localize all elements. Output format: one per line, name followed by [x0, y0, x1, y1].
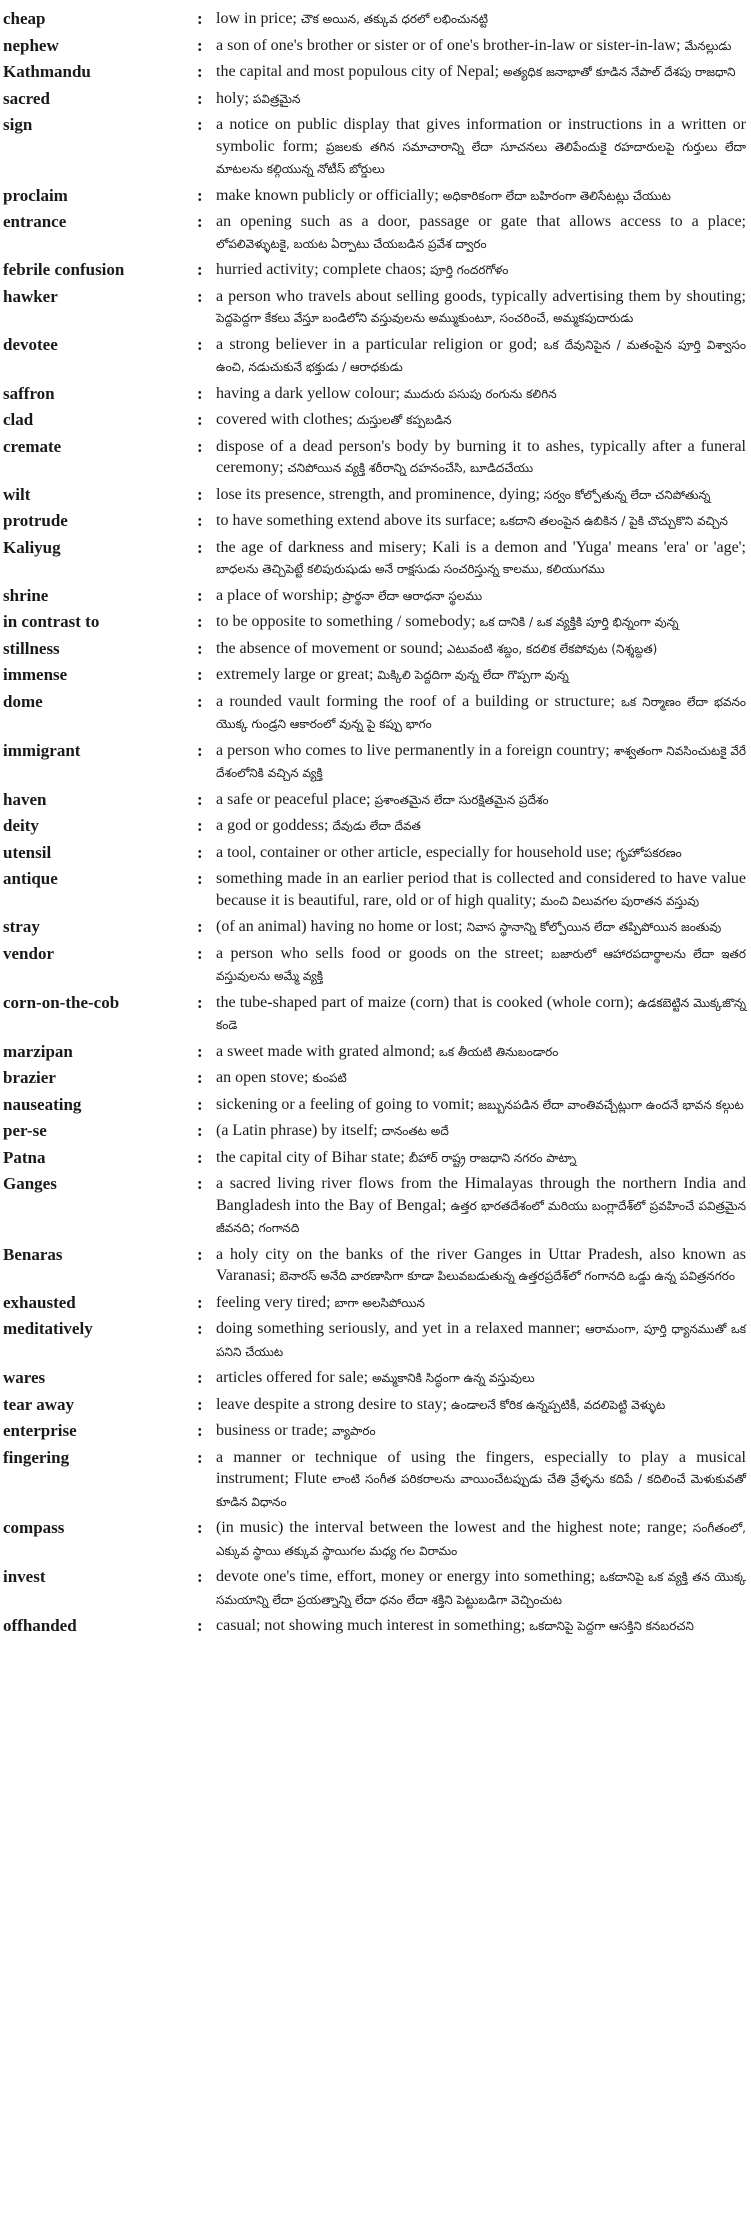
- glossary-entry: [0, 1067, 751, 1090]
- glossary-term: corn-on-the-cob: [3, 992, 120, 1012]
- glossary-entry: [0, 1244, 751, 1288]
- glossary-definition: a notice on public display that gives information or instructions in a written or symbolic form; ప్రజలకు తగిన సమాచారాన్ని లేదా సూచనలు తెలిపేందుకై రహదారులపై గుర్తులు లేదా మాటలను కల్గియున్న నోటీస్ బోర్డులు: [216, 116, 746, 176]
- glossary-term: Kathmandu: [3, 62, 91, 81]
- term-separator: :: [197, 484, 203, 504]
- glossary-term: marzipan: [3, 1041, 73, 1061]
- glossary-definition: a strong believer in a particular religion or god; ఒక దేవునిపైన / మతంపైన పూర్తి విశ్వాసం ఉంచి, నడుచుకునే భక్తుడు / ఆరాధకుడు: [216, 335, 746, 374]
- term-separator: :: [197, 1368, 203, 1387]
- glossary-term: proclaim: [3, 185, 68, 205]
- glossary-term: immigrant: [3, 740, 81, 760]
- glossary-definition: to be opposite to something / somebody; ఒక దానికి / ఒక వ్యక్తికి పూర్తి భిన్నంగా వున్న: [216, 613, 679, 630]
- glossary-entry: [0, 334, 751, 379]
- glossary-term: Benaras: [3, 1244, 63, 1264]
- glossary-entry: [0, 1517, 751, 1562]
- glossary-term: nauseating: [3, 1094, 82, 1114]
- glossary-term: dome: [3, 691, 43, 711]
- term-separator: :: [197, 35, 203, 55]
- term-separator: :: [197, 1121, 203, 1140]
- glossary-term: antique: [3, 869, 58, 888]
- glossary-definition: the absence of movement or sound; ఎటువంటి శబ్దం, కదలిక లేకపోవుట (నిశ్శబ్దత): [216, 639, 658, 657]
- glossary-definition: a god or goddess; దేవుడు లేదా దేవత: [216, 817, 421, 834]
- glossary-entry: [0, 211, 751, 255]
- glossary-definition: doing something seriously, and yet in a relaxed manner; ఆరామంగా, పూర్తి ధ్యానముతో ఒక పనిని చేయుట: [216, 1320, 746, 1359]
- term-separator: :: [197, 511, 203, 530]
- glossary-definition: the age of darkness and misery; Kali is a demon and 'Yuga' means 'era' or 'age'; బాధలను తెచ్చిపెట్టే కలిపురుషుడు అనే రాక్షసుడు సంచరిస్తున్న కాలము, కలియుగము: [216, 538, 746, 576]
- glossary-term: protrude: [3, 511, 68, 530]
- glossary-definition: devote one's time, effort, money or energy into something; ఒకదానిపై ఒక వ్యక్తి తన యొక్క సమయాన్ని లేదా ప్రయత్నాన్ని లేదా ధనం లేదా శక్తిని పెట్టుబడిగా వెచ్చించుట: [216, 1568, 746, 1607]
- glossary-entry: [0, 789, 751, 812]
- glossary-definition: an open stove; కుంపటి: [216, 1069, 347, 1086]
- glossary-entry: [0, 664, 751, 687]
- term-separator: :: [197, 943, 203, 963]
- glossary-entry: [0, 1094, 751, 1117]
- glossary-entry: [0, 740, 751, 785]
- glossary-entry: [0, 1292, 751, 1315]
- glossary-term: Patna: [3, 1147, 46, 1167]
- term-separator: :: [197, 665, 203, 684]
- glossary-entry: [0, 1318, 751, 1363]
- glossary-term: haven: [3, 789, 47, 809]
- term-separator: :: [197, 1174, 203, 1193]
- term-separator: :: [197, 212, 203, 231]
- term-separator: :: [197, 612, 203, 631]
- glossary-entry: [0, 1615, 751, 1638]
- glossary-list: [0, 8, 751, 1642]
- glossary-entry: [0, 992, 751, 1037]
- glossary-definition: the capital and most populous city of Nepal; అత్యధిక జనాభాతో కూడిన నేపాల్ దేశపు రాజధాని: [216, 63, 736, 80]
- glossary-definition: make known publicly or officially; అధికారికంగా లేదా బహిరంగా తెలిసేటట్లు చేయుట: [216, 186, 671, 204]
- term-separator: :: [197, 115, 203, 134]
- glossary-definition: leave despite a strong desire to stay; ఉండాలనే కోరిక ఉన్నప్పటికీ, వదలిపెట్టి వెళ్ళుట: [216, 1395, 666, 1413]
- term-separator: :: [197, 185, 203, 205]
- glossary-entry: [0, 691, 751, 736]
- term-separator: :: [197, 1447, 203, 1467]
- glossary-entry: [0, 1173, 751, 1240]
- glossary-definition: a person who comes to live permanently in a foreign country; శాశ్వతంగా నివసించుటకై వేరే దేశంలోనికి వచ్చిన వ్యక్తి: [216, 741, 746, 780]
- term-separator: :: [197, 1244, 203, 1264]
- glossary-entry: [0, 943, 751, 988]
- glossary-definition: lose its presence, strength, and prominence, dying; సర్వం కోల్పోతున్న లేదా చనిపోతున్న: [216, 485, 711, 503]
- glossary-term: brazier: [3, 1068, 56, 1087]
- glossary-term: sacred: [3, 88, 50, 108]
- glossary-entry: [0, 815, 751, 838]
- glossary-term: Kaliyug: [3, 537, 61, 557]
- glossary-term: shrine: [3, 585, 49, 605]
- term-separator: :: [197, 816, 203, 835]
- glossary-entry: [0, 185, 751, 208]
- glossary-entry: [0, 1420, 751, 1443]
- term-separator: :: [197, 1394, 203, 1414]
- term-separator: :: [197, 383, 203, 403]
- glossary-entry: [0, 868, 751, 912]
- glossary-definition: hurried activity; complete chaos; పూర్తి గందరగోళం: [216, 261, 509, 278]
- glossary-entry: [0, 842, 751, 865]
- term-separator: :: [197, 1421, 203, 1440]
- glossary-term: offhanded: [3, 1616, 77, 1635]
- term-separator: :: [197, 1616, 203, 1635]
- glossary-term: nephew: [3, 35, 59, 55]
- term-separator: :: [197, 9, 203, 28]
- glossary-entry: [0, 537, 751, 581]
- glossary-definition: the tube-shaped part of maize (corn) that is cooked (whole corn); ఉడకబెట్టిన మొక్కజొన్న కండె: [216, 993, 746, 1032]
- term-separator: :: [197, 1041, 203, 1061]
- glossary-term: cremate: [3, 436, 62, 456]
- glossary-definition: sickening or a feeling of going to vomit; జబ్బునపడిన లేదా వాంతివచ్చేట్లుగా ఉందనే భావన కల్గుట: [216, 1095, 744, 1113]
- glossary-definition: a person who sells food or goods on the street; బజారులో ఆహారపదార్థాలను లేదా ఇతర వస్తువులను అమ్మే వ్యక్తి: [216, 944, 747, 983]
- glossary-definition: extremely large or great; మిక్కిలి పెద్దదిగా వున్న లేదా గొప్పగా వున్న: [216, 666, 569, 683]
- term-separator: :: [197, 1319, 203, 1338]
- term-separator: :: [197, 436, 203, 456]
- glossary-term: tear away: [3, 1394, 74, 1414]
- term-separator: :: [197, 334, 203, 354]
- glossary-definition: a sacred living river flows from the Himalayas through the northern India and Bangladesh into the Bay of Bengal; ఉత్తర భారతదేశంలో మరియు బంగ్లాదేశ్‌లో ప్రవహించే పవిత్రమైన జీవనది; గంగానది: [216, 1175, 746, 1236]
- glossary-definition: a tool, container or other article, especially for household use; గృహోపకరణం: [216, 843, 682, 861]
- term-separator: :: [197, 585, 203, 605]
- term-separator: :: [197, 1518, 203, 1537]
- glossary-entry: [0, 8, 751, 31]
- glossary-term: fingering: [3, 1447, 70, 1467]
- glossary-term: sign: [3, 115, 33, 134]
- glossary-term: febrile confusion: [3, 260, 125, 279]
- glossary-definition: the capital city of Bihar state; బీహార్ రాష్ట్ర రాజధాని నగరం పాట్నా: [216, 1148, 577, 1166]
- glossary-definition: (in music) the interval between the lowest and the highest note; range; సంగీతంలో, ఎక్కువ స్థాయి తక్కువ స్థాయిగల మధ్య గల విరామం: [216, 1519, 746, 1558]
- glossary-definition: (a Latin phrase) by itself; దానంతట అదే: [216, 1122, 449, 1139]
- glossary-definition: a holy city on the banks of the river Ganges in Uttar Pradesh, also known as Varanasi; బెనారస్ అనేది వారణాసిగా కూడా పిలువబడుతున్న ఉత్తరప్రదేశ్‌లో గంగానది ఒడ్డు ఉన్న పవిత్రనగరం: [216, 1245, 746, 1284]
- glossary-entry: [0, 259, 751, 282]
- glossary-definition: a son of one's brother or sister or of one's brother-in-law or sister-in-law; మేనల్లుడు: [216, 36, 732, 54]
- term-separator: :: [197, 410, 203, 429]
- term-separator: :: [197, 842, 203, 862]
- glossary-term: deity: [3, 816, 39, 835]
- glossary-term: stray: [3, 917, 40, 936]
- glossary-definition: a safe or peaceful place; ప్రశాంతమైన లేదా సురక్షితమైన ప్రదేశం: [216, 790, 549, 808]
- glossary-entry: [0, 436, 751, 480]
- glossary-term: compass: [3, 1518, 65, 1537]
- term-separator: :: [197, 638, 203, 658]
- glossary-entry: [0, 409, 751, 432]
- glossary-entry: [0, 1367, 751, 1390]
- glossary-entry: [0, 484, 751, 507]
- term-separator: :: [197, 1292, 203, 1312]
- glossary-term: hawker: [3, 286, 58, 306]
- term-separator: :: [197, 691, 203, 711]
- glossary-definition: a manner or technique of using the fingers, especially to play a musical instrument; Flute లాంటి సంగీత పరికరాలను వాయించేటప్పుడు చేతి వ్రేళ్ళను కదిపే / కదిలించే మెళుకువతో కూడిన విధానం: [216, 1448, 746, 1509]
- glossary-definition: a place of worship; ప్రార్థనా లేదా ఆరాధనా స్థలము: [216, 586, 483, 604]
- glossary-definition: casual; not showing much interest in something; ఒకదానిపై పెద్దగా ఆసక్తిని కనబరచని: [216, 1617, 694, 1634]
- glossary-term: utensil: [3, 842, 52, 862]
- glossary-term: devotee: [3, 334, 58, 354]
- glossary-definition: (of an animal) having no home or lost; నివాస స్థానాన్ని కోల్పోయిన లేదా తప్పిపోయిన జంతువు: [216, 918, 722, 935]
- term-separator: :: [197, 1068, 203, 1087]
- term-separator: :: [197, 1147, 203, 1167]
- term-separator: :: [197, 869, 203, 888]
- term-separator: :: [197, 1094, 203, 1114]
- glossary-entry: [0, 1447, 751, 1514]
- term-separator: :: [197, 992, 203, 1012]
- glossary-entry: [0, 1147, 751, 1170]
- glossary-term: wilt: [3, 484, 31, 504]
- term-separator: :: [197, 1567, 203, 1586]
- glossary-entry: [0, 510, 751, 533]
- glossary-definition: articles offered for sale; అమ్మకానికి సిద్ధంగా ఉన్న వస్తువులు: [216, 1369, 535, 1386]
- glossary-term: enterprise: [3, 1421, 77, 1440]
- term-separator: :: [197, 740, 203, 760]
- glossary-term: stillness: [3, 638, 60, 658]
- glossary-entry: [0, 1120, 751, 1143]
- glossary-entry: [0, 611, 751, 634]
- term-separator: :: [197, 88, 203, 108]
- glossary-term: cheap: [3, 9, 46, 28]
- glossary-entry: [0, 916, 751, 939]
- glossary-definition: an opening such as a door, passage or gate that allows access to a place; లోపలివెళ్ళుటకై, బయట ఏర్పాటు చేయబడిన ప్రవేశ ద్వారం: [216, 213, 746, 251]
- glossary-definition: a sweet made with grated almond; ఒక తీయటి తినుబండారం: [216, 1042, 559, 1060]
- glossary-entry: [0, 1566, 751, 1611]
- glossary-definition: a person who travels about selling goods, typically advertising them by shouting; పెద్దపెద్దగా కేకలు వేస్తూ బండిలోని వస్తువులను అమ్ముకుంటూ, సంచరించే, అమ్మకపుదారుడు: [216, 287, 746, 325]
- glossary-definition: to have something extend above its surface; ఒకదాని తలంపైన ఉబికిన / పైకి చొచ్చుకొని వచ్చిన: [216, 512, 728, 529]
- glossary-term: meditatively: [3, 1319, 93, 1338]
- glossary-term: entrance: [3, 212, 67, 231]
- glossary-definition: dispose of a dead person's body by burning it to ashes, typically after a funeral ceremony; చనిపోయిన వ్యక్తి శరీరాన్ని దహనంచేసి, బూడిదచేయు: [216, 437, 746, 476]
- glossary-entry: [0, 585, 751, 608]
- glossary-term: saffron: [3, 383, 55, 403]
- term-separator: :: [197, 286, 203, 306]
- glossary-definition: feeling very tired; బాగా అలసిపోయిన: [216, 1293, 425, 1311]
- glossary-definition: a rounded vault forming the roof of a building or structure; ఒక నిర్మాణం లేదా భవనం యొక్క గుండ్రని ఆకారంలో వున్న పై కప్పు భాగం: [216, 692, 746, 731]
- glossary-entry: [0, 286, 751, 330]
- glossary-term: immense: [3, 665, 68, 684]
- glossary-definition: business or trade; వ్యాపారం: [216, 1422, 376, 1439]
- term-separator: :: [197, 917, 203, 936]
- glossary-term: per-se: [3, 1121, 47, 1140]
- glossary-term: exhausted: [3, 1292, 76, 1312]
- glossary-entry: [0, 35, 751, 58]
- glossary-entry: [0, 638, 751, 661]
- glossary-term: vendor: [3, 943, 54, 963]
- glossary-definition: having a dark yellow colour; ముదురు పసుపు రంగును కలిగిన: [216, 384, 557, 402]
- term-separator: :: [197, 789, 203, 809]
- glossary-definition: covered with clothes; దుస్తులతో కప్పబడిన: [216, 411, 452, 428]
- glossary-term: Ganges: [3, 1174, 57, 1193]
- glossary-definition: holy; పవిత్రమైన: [216, 89, 301, 107]
- term-separator: :: [197, 62, 203, 81]
- term-separator: :: [197, 537, 203, 557]
- glossary-term: in contrast to: [3, 612, 100, 631]
- glossary-entry: [0, 88, 751, 111]
- glossary-definition: low in price; చౌక అయిన, తక్కువ ధరలో లభించునట్టి: [216, 10, 489, 27]
- glossary-term: clad: [3, 410, 34, 429]
- glossary-term: wares: [3, 1368, 46, 1387]
- glossary-entry: [0, 1041, 751, 1064]
- glossary-entry: [0, 1394, 751, 1417]
- glossary-term: invest: [3, 1567, 46, 1586]
- glossary-entry: [0, 61, 751, 84]
- glossary-definition: something made in an earlier period that is collected and considered to have value because it is beautiful, rare, old or of high quality; మంచి విలువగల పురాతన వస్తువు: [216, 870, 746, 909]
- glossary-entry: [0, 383, 751, 406]
- glossary-entry: [0, 114, 751, 181]
- term-separator: :: [197, 260, 203, 279]
